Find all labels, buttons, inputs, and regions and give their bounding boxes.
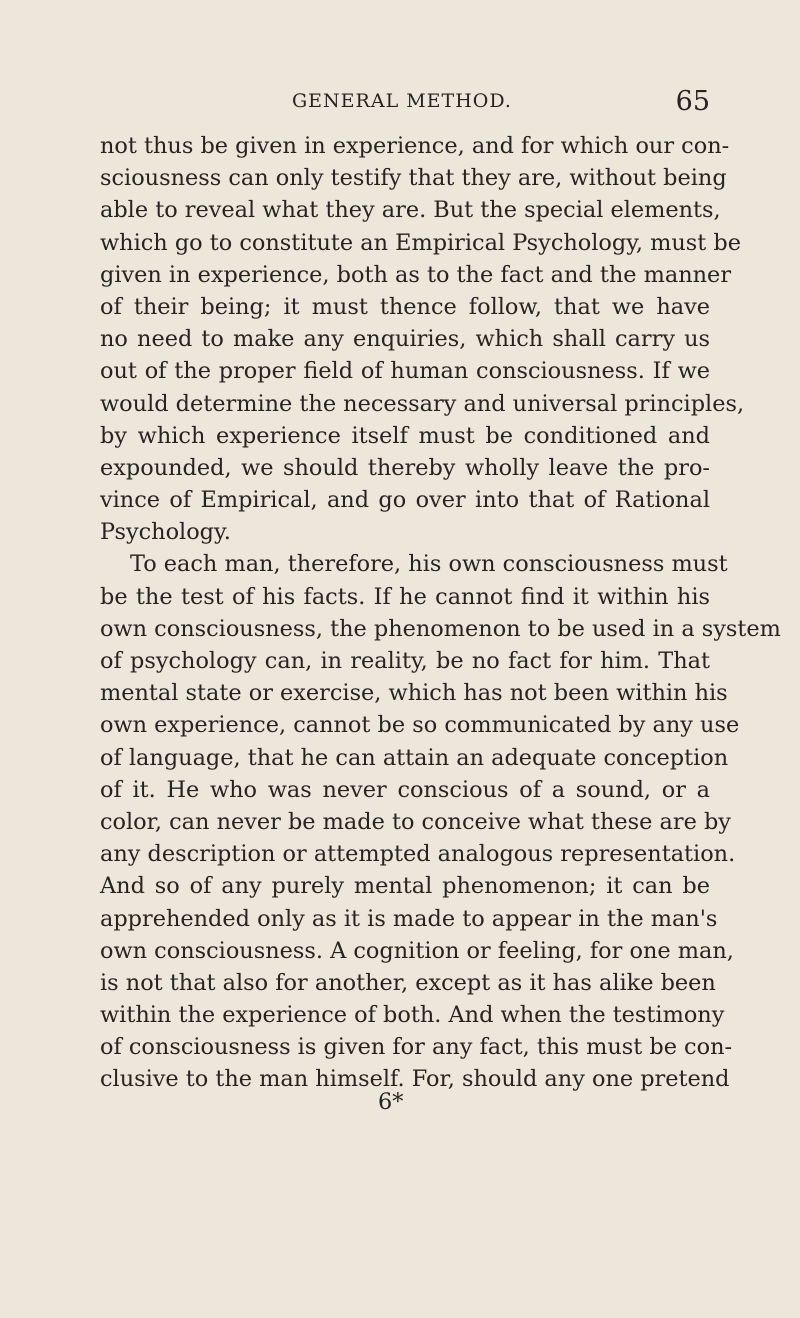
- running-head-title: GENERAL METHOD.: [292, 90, 512, 112]
- text-line: And so of any purely mental phenomenon; it can be: [100, 873, 710, 900]
- body-text: [100, 130, 781, 1096]
- text-line: is not that also for another, except as it has alike been: [100, 969, 716, 996]
- text-line: of their being; it must thence follow, that we have: [100, 293, 710, 320]
- text-line: own consciousness. A cognition or feeling, for one man,: [100, 937, 734, 964]
- text-line: color, can never be made to conceive what these are by: [100, 808, 731, 835]
- text-line: apprehended only as it is made to appear in the man's: [100, 905, 718, 932]
- page-number: 65: [675, 86, 710, 117]
- text-line: sciousness can only testify that they are, without being: [100, 165, 727, 192]
- text-line: mental state or exercise, which has not been within his: [100, 680, 728, 707]
- text-line: by which experience itself must be conditioned and: [100, 422, 710, 449]
- text-line: own experience, cannot be so communicated by any use: [100, 712, 740, 739]
- text-line: clusive to the man himself. For, should any one pretend: [100, 1066, 730, 1093]
- running-head: [100, 86, 710, 120]
- text-line: within the experience of both. And when the testimony: [100, 1002, 725, 1029]
- text-line: of language, that he can attain an adequate conception: [100, 744, 729, 771]
- text-line: To each man, therefore, his own consciousness must: [130, 551, 728, 578]
- text-line: of it. He who was never conscious of a sound, or a: [100, 776, 710, 803]
- text-line: which go to constitute an Empirical Psychology, must be: [100, 229, 741, 256]
- text-line: of consciousness is given for any fact, this must be con-: [100, 1034, 733, 1061]
- text-line: given in experience, both as to the fact and the manner: [100, 261, 732, 288]
- text-line: Psychology.: [100, 519, 231, 546]
- text-line: no need to make any enquiries, which shall carry us: [100, 326, 710, 353]
- text-line: any description or attempted analogous representation.: [100, 841, 736, 868]
- text-line: out of the proper field of human consciousness. If we: [100, 358, 710, 385]
- text-line: own consciousness, the phenomenon to be used in a system: [100, 615, 781, 642]
- text-line: vince of Empirical, and go over into that of Rational: [100, 487, 710, 514]
- text-line: able to reveal what they are. But the special elements,: [100, 197, 721, 224]
- signature-mark: 6*: [378, 1089, 404, 1115]
- text-line: expounded, we should thereby wholly leave the pro-: [100, 454, 710, 481]
- text-line: not thus be given in experience, and for which our con-: [100, 133, 730, 159]
- text-line: would determine the necessary and universal principles,: [100, 390, 745, 417]
- text-line: be the test of his facts. If he cannot find it within his: [100, 583, 710, 610]
- text-line: of psychology can, in reality, be no fact for him. That: [100, 648, 710, 674]
